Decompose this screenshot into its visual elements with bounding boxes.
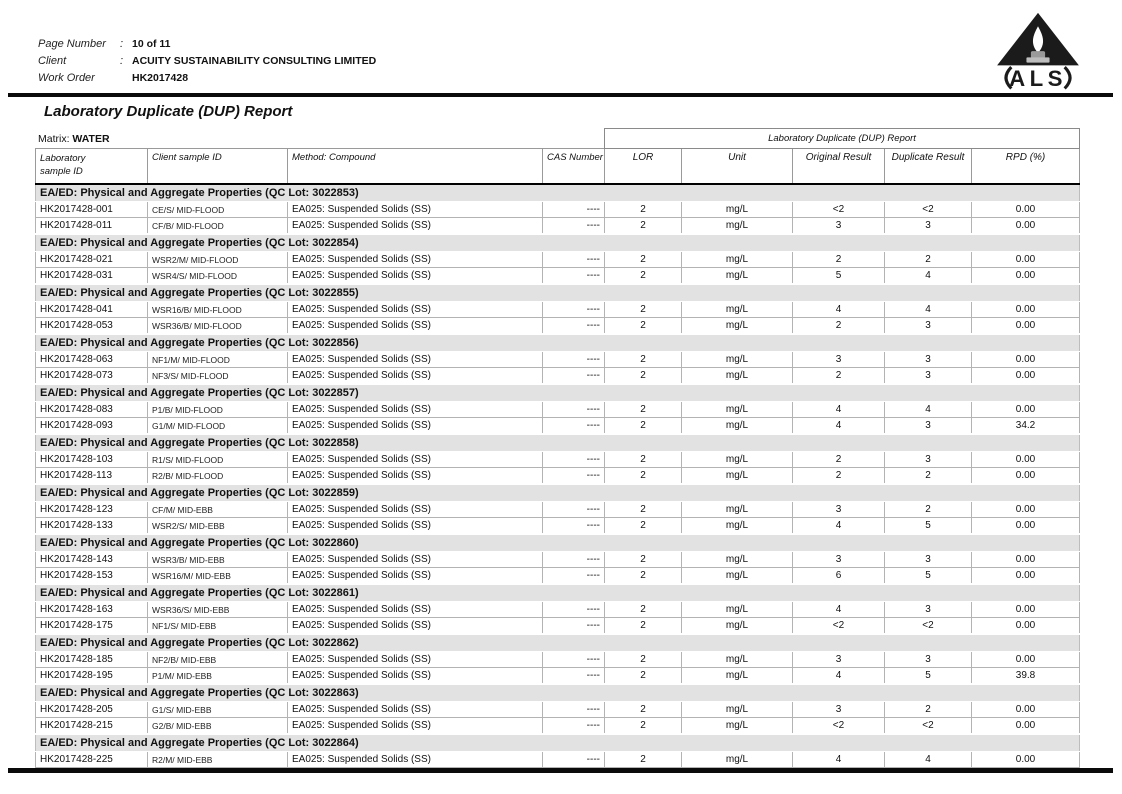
original-result-cell: 3 — [793, 652, 885, 668]
unit-cell: mg/L — [682, 552, 793, 568]
method-cell: EA025: Suspended Solids (SS) — [288, 718, 543, 735]
table-row — [36, 302, 1080, 318]
lor-cell: 2 — [605, 252, 682, 268]
original-result-cell: 6 — [793, 568, 885, 585]
col-header-lab-sample-id — [36, 149, 148, 185]
rpd-cell: 0.00 — [972, 252, 1080, 268]
original-result-cell: 3 — [793, 352, 885, 368]
duplicate-result-cell: 5 — [885, 668, 972, 685]
original-result-cell: 2 — [793, 252, 885, 268]
method-cell: EA025: Suspended Solids (SS) — [288, 218, 543, 235]
original-result-cell: <2 — [793, 618, 885, 635]
cas-cell: ---- — [543, 468, 605, 485]
cas-cell: ---- — [543, 452, 605, 468]
client-sample-id-cell: G1/M/ MID-FLOOD — [148, 418, 288, 435]
method-cell: EA025: Suspended Solids (SS) — [288, 318, 543, 335]
client-sample-id-cell: NF2/B/ MID-EBB — [148, 652, 288, 668]
unit-cell: mg/L — [682, 568, 793, 585]
lab-sample-id-cell: HK2017428-103 — [36, 452, 148, 468]
lor-cell: 2 — [605, 652, 682, 668]
col-header-lab-line2: sample ID — [40, 166, 83, 177]
client-sample-id-cell: G1/S/ MID-EBB — [148, 702, 288, 718]
duplicate-result-cell: 3 — [885, 652, 972, 668]
lor-cell: 2 — [605, 402, 682, 418]
duplicate-result-cell: 3 — [885, 218, 972, 235]
duplicate-result-cell: 3 — [885, 418, 972, 435]
qc-group-header: EA/ED: Physical and Aggregate Properties (QC Lot: 3022862) — [36, 634, 1080, 652]
duplicate-result-cell: <2 — [885, 202, 972, 218]
cas-cell: ---- — [543, 352, 605, 368]
method-cell: EA025: Suspended Solids (SS) — [288, 552, 543, 568]
cas-cell: ---- — [543, 718, 605, 735]
original-result-cell: 3 — [793, 218, 885, 235]
lor-cell: 2 — [605, 202, 682, 218]
header-row-page-number — [38, 36, 376, 53]
client-label: Client — [38, 55, 67, 67]
rpd-cell: 0.00 — [972, 452, 1080, 468]
qc-group-row — [36, 434, 1080, 452]
duplicate-result-cell: 5 — [885, 568, 972, 585]
original-result-cell: 3 — [793, 702, 885, 718]
rpd-cell: 0.00 — [972, 302, 1080, 318]
table-row — [36, 602, 1080, 618]
rpd-cell: 0.00 — [972, 552, 1080, 568]
table-row — [36, 452, 1080, 468]
qc-group-header: EA/ED: Physical and Aggregate Properties (QC Lot: 3022854) — [36, 234, 1080, 252]
duplicate-result-cell: 3 — [885, 602, 972, 618]
lor-cell: 2 — [605, 668, 682, 685]
client-sample-id-cell: WSR16/B/ MID-FLOOD — [148, 302, 288, 318]
duplicate-result-cell: 5 — [885, 518, 972, 535]
lab-sample-id-cell: HK2017428-053 — [36, 318, 148, 335]
qc-group-header: EA/ED: Physical and Aggregate Properties (QC Lot: 3022857) — [36, 384, 1080, 402]
method-cell: EA025: Suspended Solids (SS) — [288, 468, 543, 485]
qc-group-row — [36, 634, 1080, 652]
col-header-client-sample-id: Client sample ID — [148, 149, 288, 185]
lab-sample-id-cell: HK2017428-133 — [36, 518, 148, 535]
qc-group-row — [36, 284, 1080, 302]
method-cell: EA025: Suspended Solids (SS) — [288, 602, 543, 618]
qc-group-header: EA/ED: Physical and Aggregate Properties (QC Lot: 3022861) — [36, 584, 1080, 602]
qc-group-row — [36, 234, 1080, 252]
client-sample-id-cell: NF3/S/ MID-FLOOD — [148, 368, 288, 385]
duplicate-result-cell: 4 — [885, 752, 972, 768]
rpd-cell: 0.00 — [972, 502, 1080, 518]
method-cell: EA025: Suspended Solids (SS) — [288, 452, 543, 468]
cas-cell: ---- — [543, 752, 605, 768]
client-sample-id-cell: R2/B/ MID-FLOOD — [148, 468, 288, 485]
table-row — [36, 252, 1080, 268]
method-cell: EA025: Suspended Solids (SS) — [288, 302, 543, 318]
duplicate-result-cell: 2 — [885, 702, 972, 718]
method-cell: EA025: Suspended Solids (SS) — [288, 618, 543, 635]
cas-cell: ---- — [543, 568, 605, 585]
lab-sample-id-cell: HK2017428-093 — [36, 418, 148, 435]
unit-cell: mg/L — [682, 402, 793, 418]
duplicate-result-cell: 2 — [885, 468, 972, 485]
lab-sample-id-cell: HK2017428-083 — [36, 402, 148, 418]
lor-cell: 2 — [605, 352, 682, 368]
client-sample-id-cell: WSR3/B/ MID-EBB — [148, 552, 288, 568]
client-sample-id-cell: WSR36/S/ MID-EBB — [148, 602, 288, 618]
lab-sample-id-cell: HK2017428-215 — [36, 718, 148, 735]
method-cell: EA025: Suspended Solids (SS) — [288, 202, 543, 218]
cas-cell: ---- — [543, 418, 605, 435]
client-sample-id-cell: G2/B/ MID-EBB — [148, 718, 288, 735]
table-row — [36, 418, 1080, 435]
qc-group-header: EA/ED: Physical and Aggregate Properties (QC Lot: 3022864) — [36, 734, 1080, 752]
client-sample-id-cell: R2/M/ MID-EBB — [148, 752, 288, 768]
rpd-cell: 0.00 — [972, 218, 1080, 235]
footer-divider — [8, 768, 1113, 773]
original-result-cell: 2 — [793, 318, 885, 335]
qc-group-row — [36, 584, 1080, 602]
svg-text:ALS: ALS — [1009, 65, 1067, 91]
table-row — [36, 752, 1080, 768]
header-row-work-order — [38, 70, 376, 87]
rpd-cell: 0.00 — [972, 718, 1080, 735]
qc-group-header: EA/ED: Physical and Aggregate Properties (QC Lot: 3022853) — [36, 184, 1080, 202]
lor-cell: 2 — [605, 702, 682, 718]
unit-cell: mg/L — [682, 252, 793, 268]
table-row — [36, 668, 1080, 685]
client-sample-id-cell: NF1/M/ MID-FLOOD — [148, 352, 288, 368]
lor-cell: 2 — [605, 452, 682, 468]
client-value: ACUITY SUSTAINABILITY CONSULTING LIMITED — [132, 55, 377, 67]
header-row-client — [38, 53, 376, 70]
lab-sample-id-cell: HK2017428-205 — [36, 702, 148, 718]
qc-group-header: EA/ED: Physical and Aggregate Properties (QC Lot: 3022858) — [36, 434, 1080, 452]
table-row — [36, 568, 1080, 585]
table-row — [36, 352, 1080, 368]
original-result-cell: 4 — [793, 752, 885, 768]
method-cell: EA025: Suspended Solids (SS) — [288, 652, 543, 668]
client-sample-id-cell: NF1/S/ MID-EBB — [148, 618, 288, 635]
original-result-cell: 3 — [793, 502, 885, 518]
lor-cell: 2 — [605, 268, 682, 285]
lor-cell: 2 — [605, 302, 682, 318]
cas-cell: ---- — [543, 252, 605, 268]
client-sample-id-cell: CF/B/ MID-FLOOD — [148, 218, 288, 235]
cas-cell: ---- — [543, 518, 605, 535]
lor-cell: 2 — [605, 318, 682, 335]
span-header-spacer — [36, 129, 605, 149]
cas-cell: ---- — [543, 552, 605, 568]
lab-sample-id-cell: HK2017428-011 — [36, 218, 148, 235]
rpd-cell: 34.2 — [972, 418, 1080, 435]
cas-cell: ---- — [543, 402, 605, 418]
duplicate-result-cell: 2 — [885, 252, 972, 268]
col-header-method-compound: Method: Compound — [288, 149, 543, 185]
rpd-cell: 0.00 — [972, 368, 1080, 385]
table-row — [36, 318, 1080, 335]
lor-cell: 2 — [605, 618, 682, 635]
duplicate-result-cell: 4 — [885, 402, 972, 418]
method-cell: EA025: Suspended Solids (SS) — [288, 568, 543, 585]
qc-group-row — [36, 334, 1080, 352]
work-order-label: Work Order — [38, 72, 95, 84]
original-result-cell: 2 — [793, 452, 885, 468]
unit-cell: mg/L — [682, 452, 793, 468]
client-sample-id-cell: R1/S/ MID-FLOOD — [148, 452, 288, 468]
rpd-cell: 0.00 — [972, 468, 1080, 485]
col-header-lor: LOR — [605, 149, 682, 185]
original-result-cell: 4 — [793, 518, 885, 535]
cas-cell: ---- — [543, 652, 605, 668]
cas-cell: ---- — [543, 368, 605, 385]
table-row — [36, 202, 1080, 218]
lor-cell: 2 — [605, 568, 682, 585]
original-result-cell: 2 — [793, 368, 885, 385]
original-result-cell: <2 — [793, 202, 885, 218]
lab-sample-id-cell: HK2017428-185 — [36, 652, 148, 668]
qc-group-row — [36, 184, 1080, 202]
lab-sample-id-cell: HK2017428-153 — [36, 568, 148, 585]
lab-sample-id-cell: HK2017428-175 — [36, 618, 148, 635]
client-sample-id-cell: WSR2/S/ MID-EBB — [148, 518, 288, 535]
original-result-cell: 4 — [793, 418, 885, 435]
rpd-cell: 0.00 — [972, 352, 1080, 368]
original-result-cell: <2 — [793, 718, 885, 735]
unit-cell: mg/L — [682, 652, 793, 668]
lab-sample-id-cell: HK2017428-041 — [36, 302, 148, 318]
lab-sample-id-cell: HK2017428-225 — [36, 752, 148, 768]
qc-group-header: EA/ED: Physical and Aggregate Properties (QC Lot: 3022859) — [36, 484, 1080, 502]
table-row — [36, 468, 1080, 485]
client-sample-id-cell: WSR4/S/ MID-FLOOD — [148, 268, 288, 285]
qc-group-row — [36, 734, 1080, 752]
duplicate-result-cell: 3 — [885, 552, 972, 568]
lab-sample-id-cell: HK2017428-031 — [36, 268, 148, 285]
rpd-cell: 0.00 — [972, 202, 1080, 218]
qc-group-row — [36, 534, 1080, 552]
duplicate-result-cell: <2 — [885, 618, 972, 635]
span-header-row — [36, 129, 1080, 149]
table-row — [36, 702, 1080, 718]
colon: : — [120, 55, 124, 67]
qc-group-header: EA/ED: Physical and Aggregate Properties (QC Lot: 3022860) — [36, 534, 1080, 552]
lor-cell: 2 — [605, 502, 682, 518]
report-title: Laboratory Duplicate (DUP) Report — [44, 103, 293, 120]
col-header-cas-number: CAS Number — [543, 149, 605, 185]
duplicate-result-cell: 3 — [885, 318, 972, 335]
rpd-cell: 0.00 — [972, 568, 1080, 585]
col-header-unit: Unit — [682, 149, 793, 185]
unit-cell: mg/L — [682, 218, 793, 235]
method-cell: EA025: Suspended Solids (SS) — [288, 668, 543, 685]
cas-cell: ---- — [543, 302, 605, 318]
rpd-cell: 0.00 — [972, 652, 1080, 668]
method-cell: EA025: Suspended Solids (SS) — [288, 418, 543, 435]
table-row — [36, 502, 1080, 518]
unit-cell: mg/L — [682, 618, 793, 635]
original-result-cell: 4 — [793, 302, 885, 318]
page-header — [38, 36, 376, 87]
rpd-cell: 0.00 — [972, 518, 1080, 535]
lab-sample-id-cell: HK2017428-195 — [36, 668, 148, 685]
unit-cell: mg/L — [682, 352, 793, 368]
original-result-cell: 4 — [793, 602, 885, 618]
lor-cell: 2 — [605, 368, 682, 385]
qc-group-header: EA/ED: Physical and Aggregate Properties (QC Lot: 3022863) — [36, 684, 1080, 702]
header-divider — [8, 93, 1113, 97]
lor-cell: 2 — [605, 468, 682, 485]
duplicate-result-cell: <2 — [885, 718, 972, 735]
cas-cell: ---- — [543, 668, 605, 685]
lab-sample-id-cell: HK2017428-163 — [36, 602, 148, 618]
cas-cell: ---- — [543, 618, 605, 635]
col-header-duplicate-result: Duplicate Result — [885, 149, 972, 185]
unit-cell: mg/L — [682, 702, 793, 718]
original-result-cell: 4 — [793, 402, 885, 418]
duplicate-result-cell: 2 — [885, 502, 972, 518]
duplicate-result-cell: 3 — [885, 368, 972, 385]
cas-cell: ---- — [543, 202, 605, 218]
als-logo — [988, 12, 1088, 92]
rpd-cell: 0.00 — [972, 618, 1080, 635]
table-row — [36, 518, 1080, 535]
duplicate-result-cell: 4 — [885, 268, 972, 285]
duplicate-result-cell: 3 — [885, 352, 972, 368]
unit-cell: mg/L — [682, 368, 793, 385]
table-row — [36, 368, 1080, 385]
client-sample-id-cell: WSR16/M/ MID-EBB — [148, 568, 288, 585]
col-header-lab-line1: Laboratory — [40, 153, 86, 164]
unit-cell: mg/L — [682, 602, 793, 618]
table-row — [36, 718, 1080, 735]
rpd-cell: 0.00 — [972, 602, 1080, 618]
col-header-rpd: RPD (%) — [972, 149, 1080, 185]
cas-cell: ---- — [543, 502, 605, 518]
lab-sample-id-cell: HK2017428-063 — [36, 352, 148, 368]
table-row — [36, 268, 1080, 285]
method-cell: EA025: Suspended Solids (SS) — [288, 518, 543, 535]
client-sample-id-cell: P1/M/ MID-EBB — [148, 668, 288, 685]
qc-group-row — [36, 684, 1080, 702]
rpd-cell: 0.00 — [972, 702, 1080, 718]
method-cell: EA025: Suspended Solids (SS) — [288, 502, 543, 518]
rpd-cell: 0.00 — [972, 268, 1080, 285]
table-row — [36, 218, 1080, 235]
colon: : — [120, 38, 124, 50]
client-sample-id-cell: CE/S/ MID-FLOOD — [148, 202, 288, 218]
lab-sample-id-cell: HK2017428-143 — [36, 552, 148, 568]
table-body — [36, 184, 1080, 768]
duplicate-result-cell: 4 — [885, 302, 972, 318]
dup-report-table — [35, 128, 1080, 768]
lor-cell: 2 — [605, 602, 682, 618]
method-cell: EA025: Suspended Solids (SS) — [288, 268, 543, 285]
cas-cell: ---- — [543, 602, 605, 618]
lor-cell: 2 — [605, 752, 682, 768]
als-logo-icon — [988, 12, 1088, 92]
unit-cell: mg/L — [682, 468, 793, 485]
unit-cell: mg/L — [682, 418, 793, 435]
lor-cell: 2 — [605, 218, 682, 235]
client-sample-id-cell: WSR2/M/ MID-FLOOD — [148, 252, 288, 268]
rpd-cell: 0.00 — [972, 402, 1080, 418]
duplicate-result-cell: 3 — [885, 452, 972, 468]
matrix-value: WATER — [72, 133, 110, 145]
unit-cell: mg/L — [682, 668, 793, 685]
table-row — [36, 402, 1080, 418]
cas-cell: ---- — [543, 318, 605, 335]
lor-cell: 2 — [605, 518, 682, 535]
method-cell: EA025: Suspended Solids (SS) — [288, 352, 543, 368]
lor-cell: 2 — [605, 418, 682, 435]
unit-cell: mg/L — [682, 502, 793, 518]
lab-sample-id-cell: HK2017428-113 — [36, 468, 148, 485]
original-result-cell: 2 — [793, 468, 885, 485]
client-sample-id-cell: P1/B/ MID-FLOOD — [148, 402, 288, 418]
original-result-cell: 4 — [793, 668, 885, 685]
client-sample-id-cell: WSR36/B/ MID-FLOOD — [148, 318, 288, 335]
qc-group-header: EA/ED: Physical and Aggregate Properties (QC Lot: 3022856) — [36, 334, 1080, 352]
unit-cell: mg/L — [682, 718, 793, 735]
column-header-row — [36, 149, 1080, 185]
lor-cell: 2 — [605, 718, 682, 735]
work-order-value: HK2017428 — [132, 72, 189, 84]
method-cell: EA025: Suspended Solids (SS) — [288, 252, 543, 268]
table-row — [36, 552, 1080, 568]
qc-group-header: EA/ED: Physical and Aggregate Properties (QC Lot: 3022855) — [36, 284, 1080, 302]
original-result-cell: 3 — [793, 552, 885, 568]
page-number-label: Page Number — [38, 38, 106, 50]
lab-sample-id-cell: HK2017428-021 — [36, 252, 148, 268]
cas-cell: ---- — [543, 702, 605, 718]
lab-sample-id-cell: HK2017428-123 — [36, 502, 148, 518]
matrix-label: Matrix: — [38, 133, 70, 145]
lab-sample-id-cell: HK2017428-073 — [36, 368, 148, 385]
original-result-cell: 5 — [793, 268, 885, 285]
cas-cell: ---- — [543, 218, 605, 235]
unit-cell: mg/L — [682, 518, 793, 535]
method-cell: EA025: Suspended Solids (SS) — [288, 402, 543, 418]
col-header-original-result: Original Result — [793, 149, 885, 185]
table-row — [36, 652, 1080, 668]
unit-cell: mg/L — [682, 268, 793, 285]
qc-group-row — [36, 484, 1080, 502]
page-number-value: 10 of 11 — [132, 38, 171, 50]
qc-group-row — [36, 384, 1080, 402]
unit-cell: mg/L — [682, 752, 793, 768]
rpd-cell: 0.00 — [972, 752, 1080, 768]
method-cell: EA025: Suspended Solids (SS) — [288, 702, 543, 718]
table-row — [36, 618, 1080, 635]
span-header: Laboratory Duplicate (DUP) Report — [605, 129, 1080, 149]
cas-cell: ---- — [543, 268, 605, 285]
lab-sample-id-cell: HK2017428-001 — [36, 202, 148, 218]
unit-cell: mg/L — [682, 318, 793, 335]
client-sample-id-cell: CF/M/ MID-EBB — [148, 502, 288, 518]
lor-cell: 2 — [605, 552, 682, 568]
rpd-cell: 39.8 — [972, 668, 1080, 685]
method-cell: EA025: Suspended Solids (SS) — [288, 752, 543, 768]
method-cell: EA025: Suspended Solids (SS) — [288, 368, 543, 385]
unit-cell: mg/L — [682, 202, 793, 218]
unit-cell: mg/L — [682, 302, 793, 318]
rpd-cell: 0.00 — [972, 318, 1080, 335]
